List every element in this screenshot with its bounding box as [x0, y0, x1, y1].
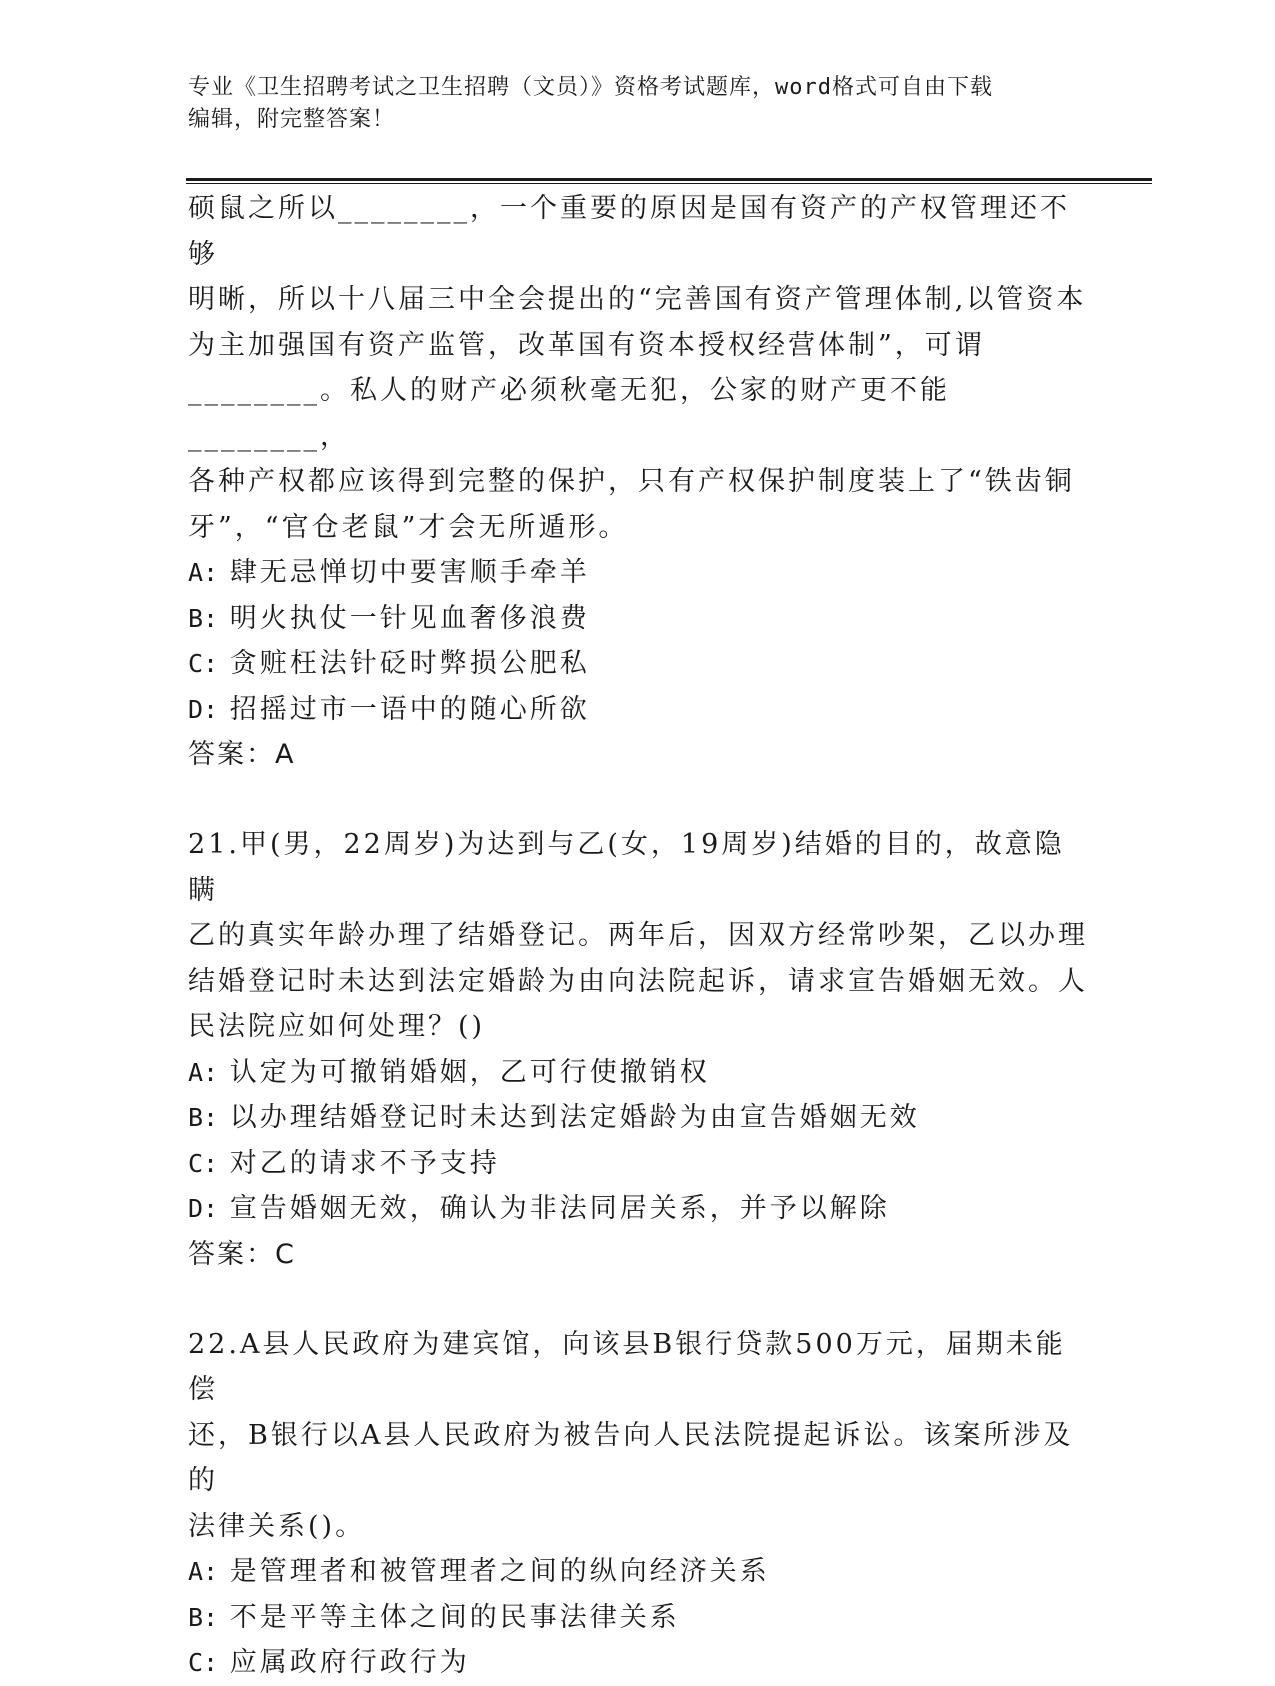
- option-a: [188, 1050, 1088, 1096]
- question-block: [188, 1322, 1088, 1686]
- option-c: [188, 1141, 1088, 1187]
- option-text: 应属政府行政行为: [229, 1647, 470, 1678]
- spacer: [188, 1278, 1088, 1322]
- option-text: 以办理结婚登记时未达到法定婚龄为由宣告婚姻无效: [229, 1102, 920, 1133]
- option-a: [188, 1549, 1088, 1595]
- stem-line: 牙”，“官仓老鼠”才会无所遁形。: [188, 511, 629, 543]
- option-text: 认定为可撤销婚姻，乙可行使撤销权: [229, 1056, 710, 1088]
- question-stem: [188, 822, 1088, 1050]
- option-letter: D:: [188, 1194, 219, 1223]
- stem-line: ________。私人的财产必须秋毫无犯，公家的财产更不能________，: [188, 375, 950, 452]
- option-b: [188, 1595, 1088, 1641]
- stem-line: 22.A县人民政府为建宾馆，向该县B银行贷款500万元，届期未能偿: [188, 1328, 1066, 1405]
- header-line-2: 编辑，附完整答案！: [188, 107, 396, 132]
- option-c: [188, 641, 1088, 687]
- option-text: 招摇过市一语中的随心所欲: [229, 693, 590, 725]
- answer-line: 答案：A: [188, 739, 296, 770]
- stem-line: 法律关系()。: [188, 1510, 366, 1542]
- stem-line: 各种产权都应该得到完整的保护，只有产权保护制度装上了“铁齿铜: [188, 466, 1075, 497]
- question-block: [188, 186, 1088, 778]
- option-text: 贪赃枉法针砭时弊损公肥私: [229, 648, 590, 679]
- stem-line: 为主加强国有资产监管，改革国有资本授权经营体制”，可谓: [188, 329, 985, 361]
- stem-line: 硕鼠之所以________，一个重要的原因是国有资产的产权管理还不够: [188, 193, 1070, 270]
- option-letter: A:: [188, 1057, 219, 1087]
- option-c: [188, 1640, 1088, 1686]
- option-text: 肆无忌惮切中要害顺手牵羊: [229, 557, 590, 588]
- page-header: [188, 72, 1068, 136]
- option-letter: C:: [188, 1148, 219, 1178]
- option-text: 明火执仗一针见血奢侈浪费: [229, 602, 590, 634]
- question-stem: [188, 186, 1088, 550]
- option-d: [188, 687, 1088, 733]
- header-line-1: 专业《卫生招聘考试之卫生招聘（文员）》资格考试题库，word格式可自由下载: [188, 75, 993, 100]
- option-text: 宣告婚姻无效，确认为非法同居关系，并予以解除: [229, 1193, 890, 1224]
- option-a: [188, 550, 1088, 596]
- header-rule-thin: [186, 183, 1152, 184]
- option-letter: B:: [188, 1103, 219, 1132]
- option-letter: C:: [188, 1648, 219, 1677]
- option-letter: D:: [188, 694, 219, 724]
- option-text: 对乙的请求不予支持: [229, 1147, 500, 1179]
- question-stem: [188, 1322, 1088, 1550]
- option-letter: C:: [188, 649, 219, 678]
- option-letter: B:: [188, 1602, 219, 1632]
- option-text: 是管理者和被管理者之间的纵向经济关系: [229, 1556, 770, 1587]
- stem-line: 还，B银行以A县人民政府为被告向人民法院提起诉讼。该案所涉及的: [188, 1419, 1074, 1496]
- header-rule-thick: [186, 178, 1152, 181]
- option-b: [188, 596, 1088, 642]
- option-d: [188, 1186, 1088, 1232]
- stem-line: 21.甲(男，22周岁)为达到与乙(女，19周岁)结婚的目的，故意隐瞒: [188, 829, 1065, 906]
- stem-line: 明晰，所以十八届三中全会提出的“完善国有资产管理体制,以管资本: [188, 284, 1087, 315]
- stem-line: 乙的真实年龄办理了结婚登记。两年后，因双方经常吵架，乙以办理: [188, 920, 1088, 951]
- spacer: [188, 778, 1088, 822]
- stem-line: 民法院应如何处理？(): [188, 1011, 486, 1042]
- question-block: [188, 822, 1088, 1278]
- option-b: [188, 1095, 1088, 1141]
- question-list: [188, 186, 1088, 1686]
- stem-line: 结婚登记时未达到法定婚龄为由向法院起诉，请求宣告婚姻无效。人: [188, 965, 1088, 997]
- option-letter: A:: [188, 558, 219, 587]
- option-letter: B:: [188, 603, 219, 633]
- option-text: 不是平等主体之间的民事法律关系: [229, 1601, 680, 1633]
- answer-line: 答案：C: [188, 1238, 296, 1270]
- option-letter: A:: [188, 1557, 219, 1586]
